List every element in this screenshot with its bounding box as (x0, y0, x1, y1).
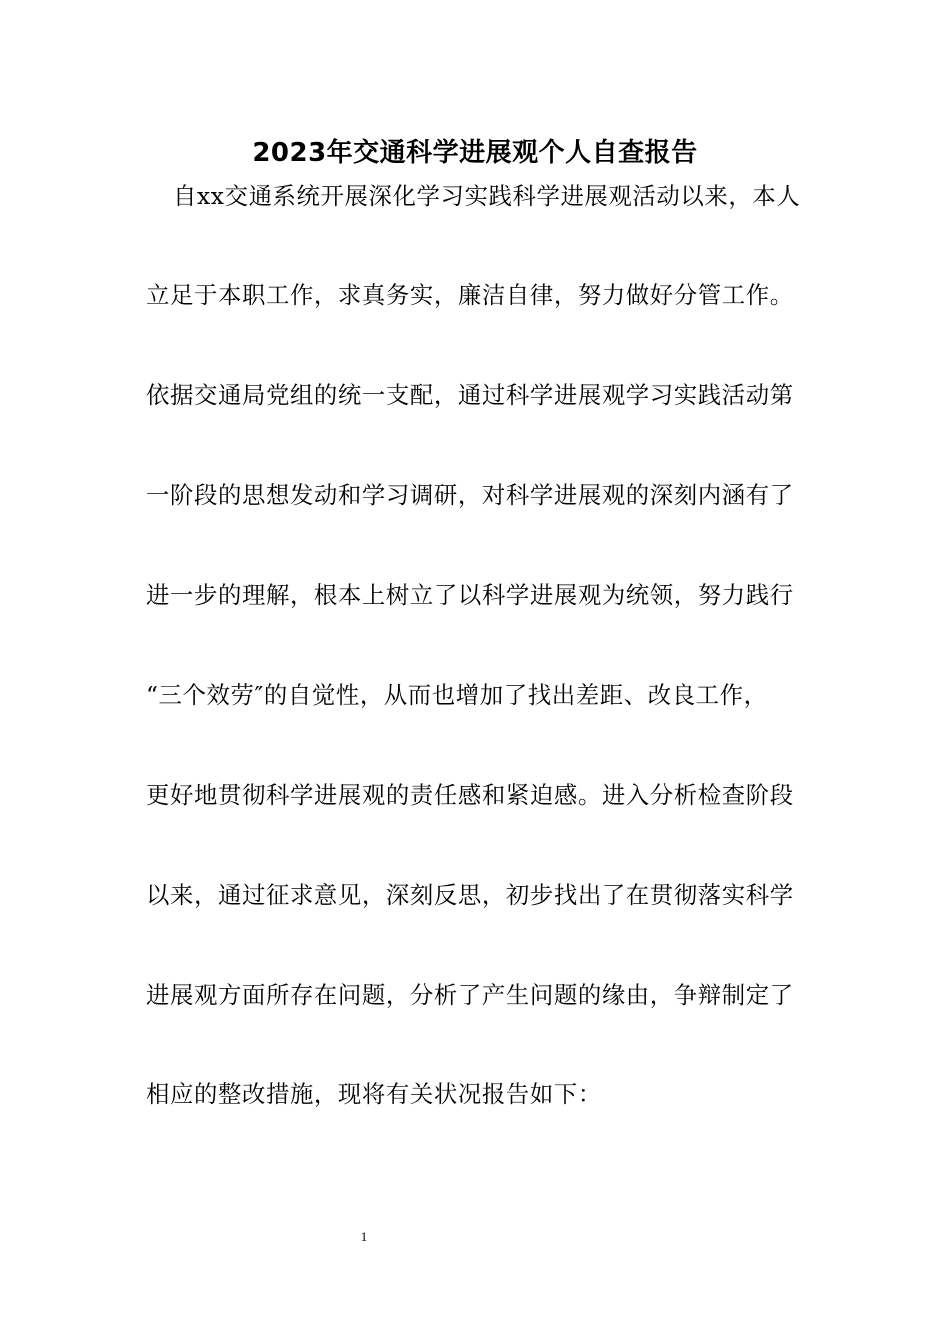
body-line: 进一步的理解，根本上树立了以科学进展观为统领，努力践行 (146, 581, 794, 609)
body-line: 进展观方面所存在问题，分析了产生问题的缘由，争辩制定了 (146, 981, 794, 1009)
page-number: 1 (360, 1229, 368, 1244)
body-line: 自xx交通系统开展深化学习实践科学进展观活动以来，本人 (173, 182, 801, 210)
body-line: 相应的整改措施，现将有关状况报告如下： (146, 1080, 602, 1108)
body-line: 更好地贯彻科学进展观的责任感和紧迫感。进入分析检查阶段 (146, 781, 794, 809)
body-line: 以来，通过征求意见，深刻反思，初步找出了在贯彻落实科学 (146, 881, 794, 909)
body-line: 依据交通局党组的统一支配，通过科学进展观学习实践活动第 (146, 381, 794, 409)
document-title: 2023年交通科学进展观个人自查报告 (252, 138, 698, 168)
body-line: “三个效劳″的自觉性，从而也增加了找出差距、改良工作， (146, 681, 768, 709)
body-line: 一阶段的思想发动和学习调研，对科学进展观的深刻内涵有了 (146, 481, 794, 509)
body-line: 立足于本职工作，求真务实，廉洁自律，努力做好分管工作。 (146, 281, 794, 309)
